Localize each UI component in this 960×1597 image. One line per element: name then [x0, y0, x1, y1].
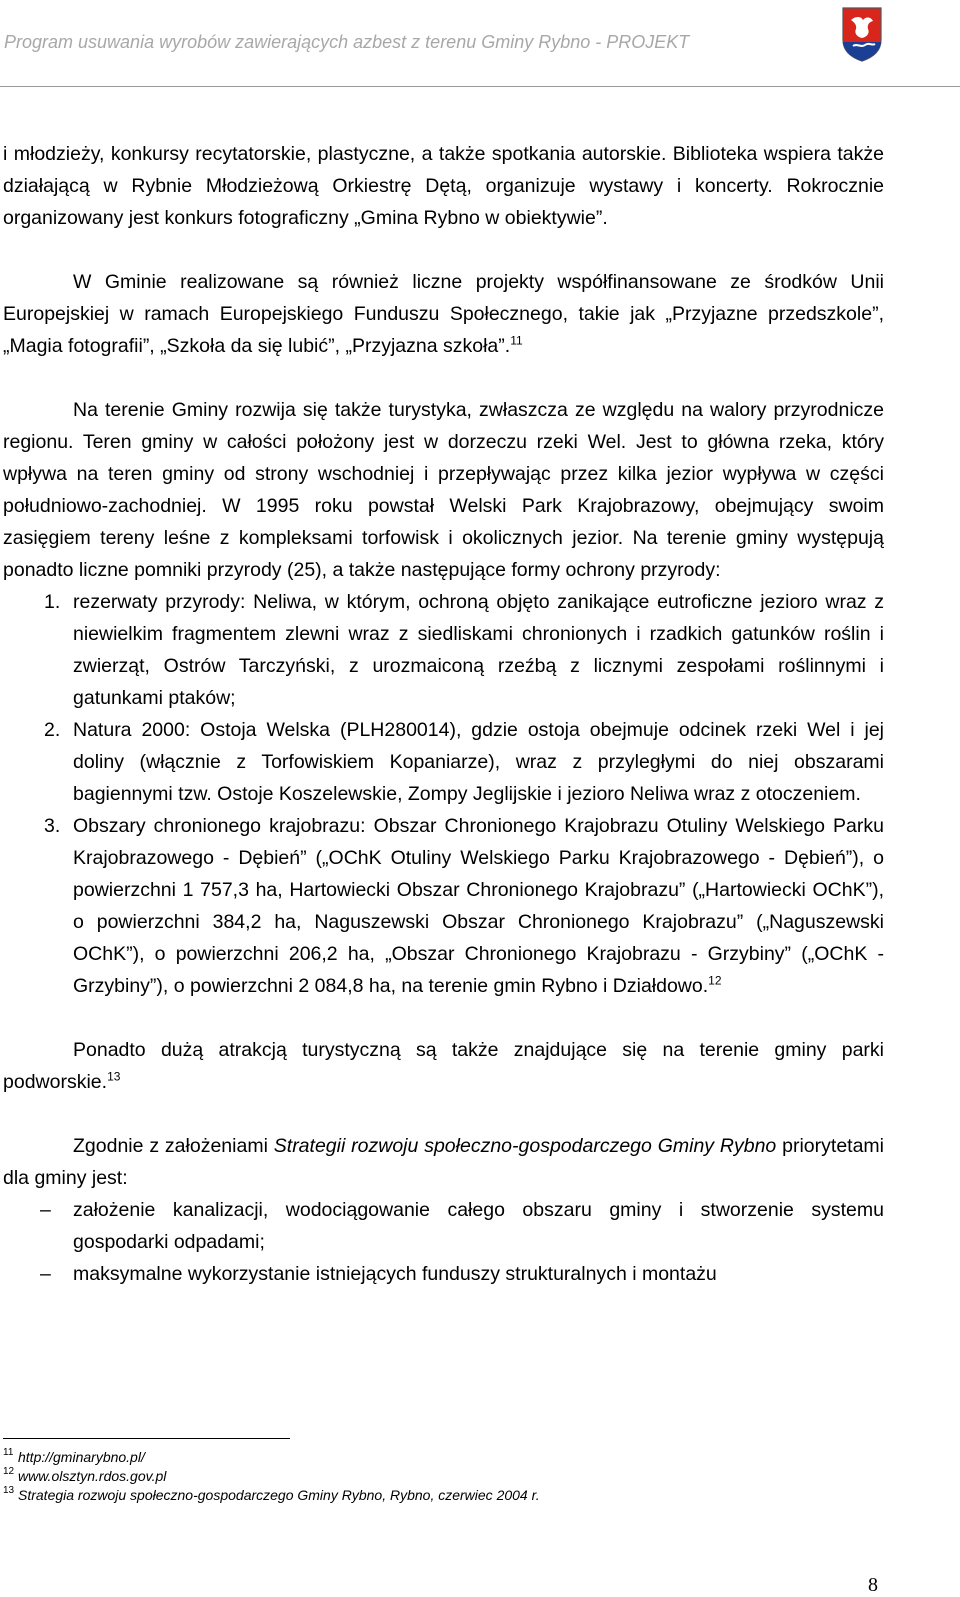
paragraph-parks — [3, 1034, 884, 1098]
gmina-crest-icon — [841, 6, 883, 62]
footnote-number: 11 — [3, 1447, 14, 1458]
page-body — [3, 138, 884, 1290]
footnote-ref[interactable]: 11 — [510, 333, 523, 348]
list-item-text: rezerwaty przyrody: Neliwa, w którym, ochroną objęto zanikające eutroficzne jezioro wraz z niewielkim fragmentem zlewni wraz z siedliskami chronionych i rzadkich gatunków roślin i zwierząt, Ostrów Tarczyński, z urozmaiconą rzeźbą z licznymi zespołami roślinnymi i gatunkami ptaków; — [73, 591, 884, 709]
paragraph-library: i młodzieży, konkursy recytatorskie, plastyczne, a także spotkania autorskie. Biblioteka wspiera także działającą w Rybnie Młodzieżową Orkiestrę Dętą, organizuje wystawy i koncerty. Rokrocznie organizowany jest konkurs fotograficzny „Gmina Rybno w obiektywie”. — [3, 143, 884, 229]
page-number: 8 — [868, 1574, 878, 1596]
paragraph-eu-projects-text: W Gminie realizowane są również liczne projekty współfinansowane ze środków Unii Europejskiej w ramach Europejskiego Funduszu Społecznego, takie jak „Przyjazne przedszkole”, „Magia fotografii”, „Szkoła da się lubić”, „Przyjazna szkoła”. — [3, 271, 884, 357]
paragraph-tourism: Na terenie Gminy rozwija się także turystyka, zwłaszcza ze względu na walory przyrodnicze regionu. Teren gminy w całości położony jest w dorzeczu rzeki Wel. Jest to główna rzeka, który wpływa na teren gminy od strony wschodniej i przepływając przez kilka jezior wypływa w części południowo-zachodniej. W 1995 roku powstał Welski Park Krajobrazowy, obejmujący swoim zasięgiem tereny leśne z kompleksami torfowisk i okolicznych jezior. Na terenie gminy występują ponadto liczne pomniki przyrody (25), a także następujące formy ochrony przyrody: — [3, 399, 884, 581]
footnote-ref[interactable]: 13 — [107, 1069, 121, 1084]
list-item-text: maksymalne wykorzystanie istniejących funduszy strukturalnych i montażu — [73, 1263, 717, 1285]
footnote — [3, 1486, 903, 1505]
priorities-list — [3, 1194, 884, 1290]
strategy-prefix: Zgodnie z założeniami — [73, 1135, 274, 1157]
footnote-number: 12 — [3, 1466, 15, 1477]
footnote-number: 13 — [3, 1485, 15, 1496]
paragraph-strategy — [3, 1130, 884, 1194]
list-item — [3, 714, 884, 810]
footnote-text: Strategia rozwoju społeczno-gospodarczego Gminy Rybno, Rybno, czerwiec 2004 r. — [18, 1487, 540, 1503]
footnote-link[interactable]: www.olsztyn.rdos.gov.pl — [18, 1468, 167, 1484]
list-item-text: Natura 2000: Ostoja Welska (PLH280014), gdzie ostoja obejmuje odcinek rzeki Wel i jej doliny (włącznie z Torfowiskiem Kopaniarze), wraz z przyległymi do niej obszarami bagiennymi tzw. Ostoje Koszelewskie, Zompy Jeglijskie i jezioro Neliwa wraz z otoczeniem. — [73, 719, 884, 805]
list-item-text: założenie kanalizacji, wodociągowanie całego obszaru gminy i stworzenie systemu gospodarki odpadami; — [73, 1199, 884, 1253]
nature-protection-list — [3, 586, 884, 1002]
footnote — [3, 1448, 903, 1467]
footnote-separator — [3, 1438, 290, 1439]
list-item — [3, 1194, 884, 1258]
dash-bullet: – — [40, 1263, 51, 1285]
footnote-link[interactable]: http://gminarybno.pl/ — [18, 1449, 145, 1465]
list-item — [3, 586, 884, 714]
list-number: 1. — [44, 591, 61, 613]
header-title: Program usuwania wyrobów zawierających azbest z terenu Gminy Rybno - PROJEKT — [4, 32, 690, 52]
list-item-text: Obszary chronionego krajobrazu: Obszar Chronionego Krajobrazu Otuliny Welskiego Parku Krajobrazowego - Dębień” („OChK Otuliny Welskiego Parku Krajobrazowego - Dębień”), o powierzchni 1 757,3 ha, Hartowiecki Obszar Chronionego Krajobrazu” („Hartowiecki OChK”), o powierzchni 384,2 ha, Naguszewski Obszar Chronionego Krajobrazu” („Naguszewski OChK”), o powierzchni 206,2 ha, „Obszar Chronionego Krajobrazu - Grzybiny” („OChK - Grzybiny”), o powierzchni 2 084,8 ha, na terenie gmin Rybno i Działdowo. — [73, 815, 884, 997]
paragraph-eu-projects — [3, 266, 884, 362]
footnotes — [3, 1448, 903, 1505]
strategy-suffix: priorytetami dla gminy jest: — [3, 1135, 884, 1189]
footnote-ref[interactable]: 12 — [708, 973, 722, 988]
list-number: 3. — [44, 815, 61, 837]
page-header — [0, 0, 960, 86]
paragraph-parks-text: Ponadto dużą atrakcją turystyczną są także znajdujące się na terenie gminy parki podworskie. — [3, 1039, 884, 1093]
list-number: 2. — [44, 719, 61, 741]
strategy-title: Strategii rozwoju społeczno-gospodarczego Gminy Rybno — [273, 1135, 777, 1157]
dash-bullet: – — [40, 1199, 51, 1221]
header-rule — [0, 86, 960, 87]
list-item — [3, 1258, 884, 1290]
footnote — [3, 1467, 903, 1486]
list-item — [3, 810, 884, 1002]
